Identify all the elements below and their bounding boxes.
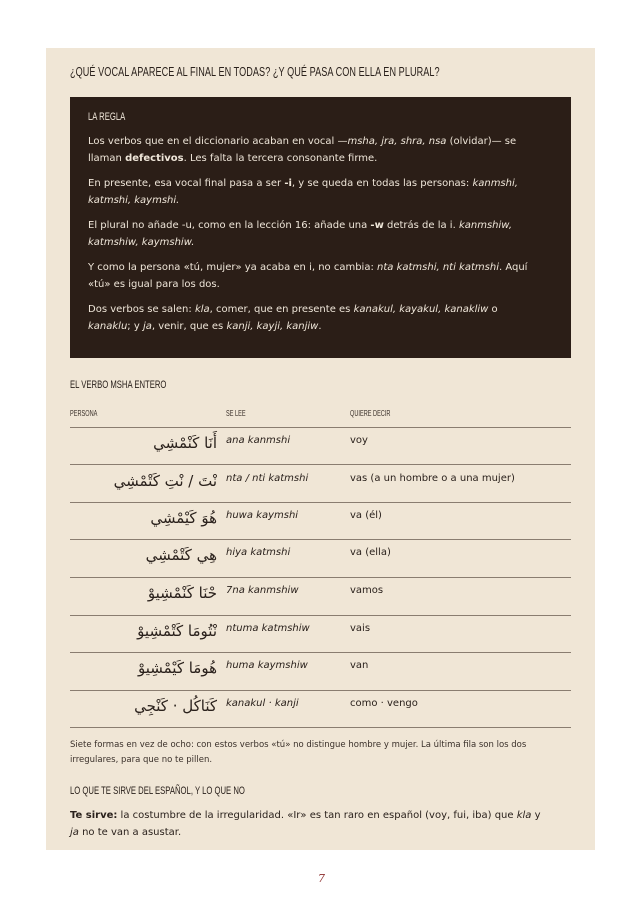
- row-meaning: va (ella): [350, 547, 391, 558]
- spanish-paragraph: Te sirve: la costumbre de la irregularidad. «Ir» es tan raro en español (voy, fui, iba) que kla y ja no te van a asustar.: [70, 810, 541, 838]
- row-arabic: هُوَ كَيْمْشِي: [150, 509, 217, 527]
- rule-paragraph-2: En presente, esa vocal final pasa a ser -i, y se queda en todas las personas: kanmshi, katmshi, kaymshi.: [88, 178, 518, 206]
- row-arabic: نْتُومَا كَتْمْشِيوْ: [137, 622, 217, 640]
- row-reading: huwa kaymshi: [226, 510, 299, 521]
- row-meaning: va (él): [350, 510, 382, 521]
- table-divider: [70, 539, 571, 540]
- column-header-se-lee: SE LEE: [226, 409, 246, 418]
- row-meaning: voy: [350, 435, 368, 446]
- row-reading: kanakul · kanji: [226, 698, 299, 709]
- rule-paragraph-3: El plural no añade -u, como en la lección 16: añade una -w detrás de la i. kanmshiw, katmshiw, kaymshiw.: [88, 220, 512, 248]
- row-reading: ana kanmshi: [226, 435, 291, 446]
- table-divider: [70, 652, 571, 653]
- column-header-quiere-decir: QUIERE DECIR: [350, 409, 391, 418]
- table-divider: [70, 690, 571, 691]
- rule-box: [70, 97, 571, 358]
- row-arabic: هُومَا كَيْمْشِيوْ: [137, 659, 217, 677]
- row-meaning: como · vengo: [350, 698, 418, 709]
- verb-section-title: EL VERBO MSHA ENTERO: [70, 379, 167, 391]
- row-meaning: vamos: [350, 585, 384, 596]
- spanish-section-title: LO QUE TE SIRVE DEL ESPAÑOL, Y LO QUE NO: [70, 785, 245, 797]
- row-reading: ntuma katmshiw: [226, 623, 310, 634]
- row-arabic: حْنَا كَنْمْشِيوْ: [147, 584, 217, 602]
- row-reading: hiya katmshi: [226, 547, 291, 558]
- table-divider: [70, 427, 571, 428]
- question-heading: ¿QUÉ VOCAL APARECE AL FINAL EN TODAS? ¿Y QUÉ PASA CON ELLA EN PLURAL?: [70, 64, 440, 79]
- rule-paragraph-4: Y como la persona «tú, mujer» ya acaba en i, no cambia: nta katmshi, nti katmshi. Aquí «tú» es igual para los dos.: [88, 262, 528, 290]
- row-reading: nta / nti katmshi: [226, 473, 309, 484]
- row-arabic: أَنَا كَنْمْشِي: [153, 434, 217, 452]
- row-meaning: van: [350, 660, 369, 671]
- row-arabic: كَنَاكُل · كَنْجِي: [134, 697, 217, 715]
- row-arabic: هِي كَتْمْشِي: [145, 546, 217, 564]
- row-meaning: vas (a un hombre o a una mujer): [350, 473, 515, 484]
- table-note: Siete formas en vez de ocho: con estos verbos «tú» no distingue hombre y mujer. La última fila son los dos irregulares, para que no te pillen.: [70, 740, 527, 765]
- rule-title: LA REGLA: [88, 111, 126, 123]
- table-divider: [70, 577, 571, 578]
- rule-paragraph-1: Los verbos que en el diccionario acaban en vocal —msha, jra, shra, nsa (olvidar)— se llaman defectivos. Les falta la tercera consonante firme.: [88, 136, 517, 164]
- column-header-persona: PERSONA: [70, 409, 98, 418]
- table-divider: [70, 615, 571, 616]
- table-divider: [70, 727, 571, 728]
- row-reading: 7na kanmshiw: [226, 585, 299, 596]
- row-meaning: vais: [350, 623, 371, 634]
- row-reading: huma kaymshiw: [226, 660, 308, 671]
- page-number: 7: [318, 872, 325, 885]
- table-divider: [70, 464, 571, 465]
- row-arabic: نْتَ / نْتِ كَتْمْشِي: [113, 472, 217, 490]
- table-divider: [70, 502, 571, 503]
- rule-paragraph-5: Dos verbos se salen: kla, comer, que en presente es kanakul, kayakul, kanakliw o kanaklu; y ja, venir, que es kanji, kayji, kanjiw.: [88, 304, 498, 332]
